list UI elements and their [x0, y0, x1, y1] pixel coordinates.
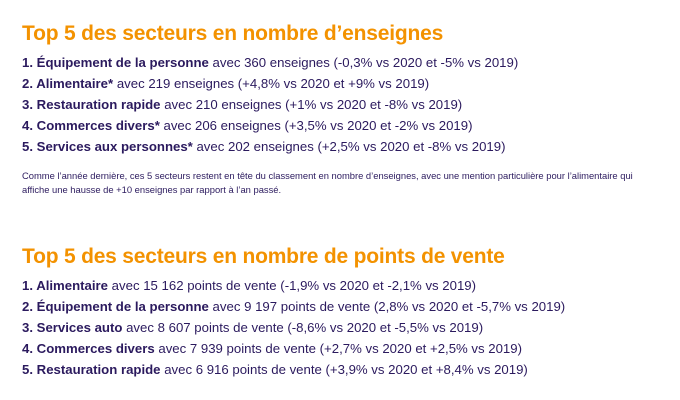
- sector-name: Services aux personnes*: [36, 139, 193, 154]
- sector-detail: avec 219 enseignes (+4,8% vs 2020 et +9% vs 2019): [113, 76, 430, 91]
- section-enseignes: [22, 22, 672, 206]
- item-number: 4.: [22, 341, 37, 356]
- item-number: 2.: [22, 76, 37, 91]
- sector-detail: avec 9 197 points de vente (2,8% vs 2020 et -5,7% vs 2019): [208, 299, 566, 314]
- sector-detail: avec 210 enseignes (+1% vs 2020 et -8% vs 2019): [160, 97, 463, 112]
- ranking-item: [22, 136, 672, 157]
- ranking-item: [22, 338, 672, 359]
- sector-detail: avec 7 939 points de vente (+2,7% vs 2020 et +2,5% vs 2019): [154, 341, 522, 356]
- sector-name: Commerces divers: [36, 341, 155, 356]
- ranking-list-points-de-vente: [22, 275, 672, 380]
- section-title-points-de-vente: Top 5 des secteurs en nombre de points de vente: [22, 245, 505, 268]
- ranking-item: [22, 73, 672, 94]
- sector-name: Restauration rapide: [36, 97, 161, 112]
- ranking-item: [22, 52, 672, 73]
- section-title-enseignes: Top 5 des secteurs en nombre d’enseignes: [22, 22, 444, 45]
- ranking-item: [22, 94, 672, 115]
- sector-detail: avec 206 enseignes (+3,5% vs 2020 et -2% vs 2019): [159, 118, 473, 133]
- sector-detail: avec 8 607 points de vente (-8,6% vs 2020 et -5,5% vs 2019): [122, 320, 484, 335]
- sector-name: Restauration rapide: [36, 362, 161, 377]
- section-points-de-vente: [22, 245, 672, 380]
- item-number: 3.: [22, 97, 37, 112]
- ranking-item: [22, 275, 672, 296]
- sector-name: Équipement de la personne: [36, 299, 209, 314]
- item-number: 5.: [22, 362, 37, 377]
- ranking-item: [22, 317, 672, 338]
- sector-name: Commerces divers*: [36, 118, 160, 133]
- ranking-item: [22, 296, 672, 317]
- ranking-list-enseignes: [22, 52, 672, 157]
- ranking-item: [22, 359, 672, 380]
- item-number: 3.: [22, 320, 37, 335]
- sector-name: Services auto: [36, 320, 123, 335]
- sector-name: Alimentaire: [36, 278, 109, 293]
- sector-name: Alimentaire*: [36, 76, 114, 91]
- item-number: 1.: [22, 278, 37, 293]
- sector-detail: avec 15 162 points de vente (-1,9% vs 2020 et -2,1% vs 2019): [108, 278, 477, 293]
- sector-detail: avec 360 enseignes (-0,3% vs 2020 et -5% vs 2019): [208, 55, 519, 70]
- sector-detail: avec 202 enseignes (+2,5% vs 2020 et -8% vs 2019): [192, 139, 506, 154]
- sector-name: Équipement de la personne: [36, 55, 209, 70]
- ranking-item: [22, 115, 672, 136]
- item-number: 4.: [22, 118, 37, 133]
- commentary-note: Comme l’année dernière, ces 5 secteurs restent en tête du classement en nombre d’enseignes, avec une mention particulière pour l’alimentaire qui affiche une hausse de +10 enseignes par rapport à l’an passé.: [22, 170, 633, 195]
- item-number: 5.: [22, 139, 37, 154]
- sector-detail: avec 6 916 points de vente (+3,9% vs 2020 et +8,4% vs 2019): [160, 362, 528, 377]
- item-number: 2.: [22, 299, 37, 314]
- item-number: 1.: [22, 55, 37, 70]
